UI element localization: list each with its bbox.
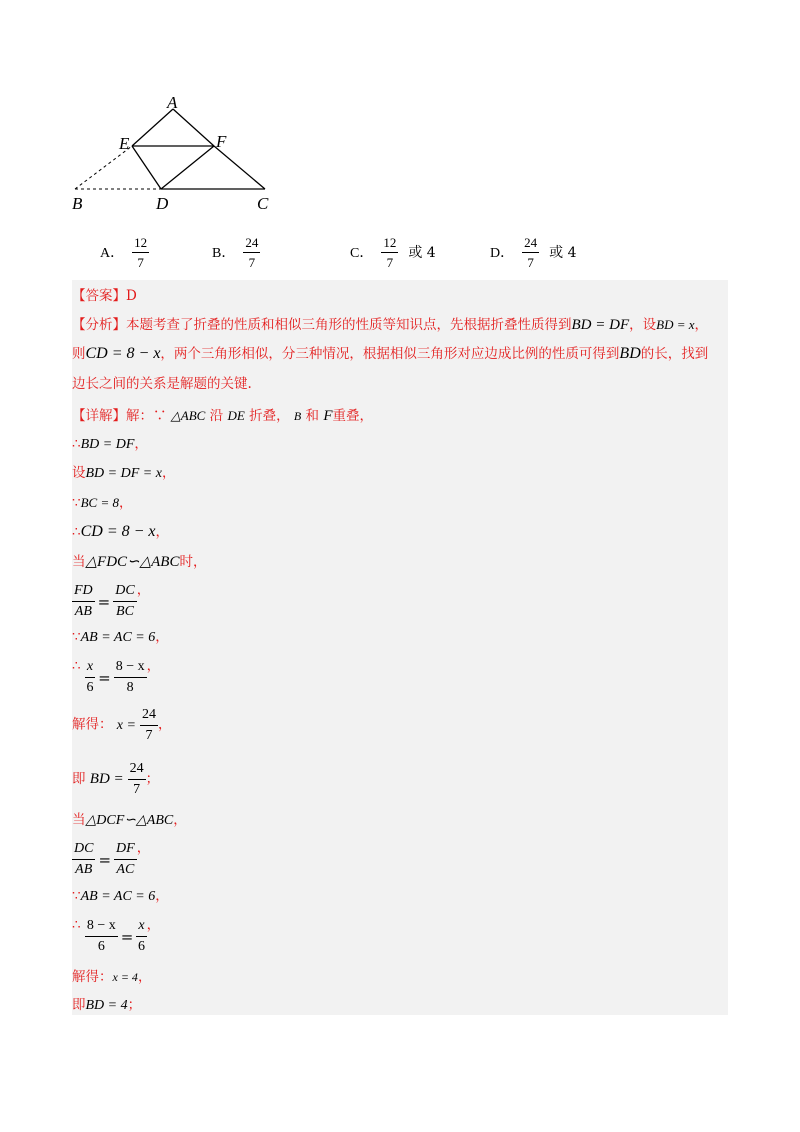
- fraction-numerator: 24: [243, 236, 260, 253]
- detail-text: 重叠，: [332, 408, 373, 424]
- case-2-equation: [72, 913, 160, 954]
- punctuation: ，: [146, 917, 161, 933]
- option-fraction: [381, 236, 398, 269]
- analysis-text: 则: [72, 346, 86, 362]
- math-expr: △DCF∽△ABC: [85, 813, 174, 828]
- because-symbol: ∵: [72, 888, 81, 904]
- because-symbol: ∵: [72, 495, 81, 511]
- solution-expr: [90, 762, 146, 797]
- detail-text: 解：: [126, 408, 153, 424]
- punctuation: ，: [146, 658, 161, 674]
- punctuation: ，: [155, 888, 169, 904]
- proportion-expr: $\frac{8 - x}{6}$ = $\frac{x}{6}$: [86, 918, 145, 954]
- math-expr: DE: [227, 408, 245, 423]
- option-suffix: 或 4: [408, 245, 436, 261]
- case-2-proportion: [72, 836, 150, 877]
- segment-AF: [173, 109, 214, 146]
- fraction-denominator: AB: [75, 862, 93, 877]
- detail-tag: 【详解】: [72, 408, 126, 424]
- step-bc: [72, 491, 132, 511]
- triangle-figure: [60, 88, 290, 218]
- fraction-denominator: AC: [116, 862, 135, 877]
- math-expr: BD = DF: [80, 437, 135, 452]
- because-symbol: ∵: [153, 408, 167, 424]
- option-a[interactable]: [100, 232, 149, 272]
- detail-text: 即: [72, 997, 86, 1013]
- option-fraction: [522, 236, 539, 269]
- fraction-denominator: 7: [133, 782, 141, 797]
- fraction-numerator: 12: [132, 236, 149, 253]
- solution-expr: [117, 708, 158, 743]
- label-B: B: [72, 194, 83, 213]
- case-1-result: [72, 762, 159, 797]
- option-fraction: [132, 236, 149, 269]
- case-1-header: [72, 550, 206, 571]
- fraction-denominator: 6: [137, 939, 145, 954]
- fraction: [114, 660, 147, 695]
- punctuation: ，: [137, 969, 152, 985]
- answer-line: [72, 284, 137, 304]
- step-bd-eq-df: [72, 432, 148, 453]
- fraction-denominator: BC: [116, 604, 134, 619]
- math-expr: BD = 4: [85, 998, 128, 1013]
- fraction-denominator: 7: [527, 254, 534, 270]
- math-expr: CD = 8 − x: [85, 345, 161, 362]
- proportion-expr: $\frac{DC}{AB}$ = $\frac{DF}{AC}$: [74, 841, 135, 877]
- answer-options: [0, 232, 800, 272]
- math-expr: B: [293, 409, 302, 423]
- triangle-diagram: [60, 88, 290, 218]
- fraction-denominator: 7: [145, 728, 153, 743]
- label-F: F: [216, 132, 227, 151]
- fraction-numerator: x: [85, 660, 95, 678]
- punctuation: ，: [136, 840, 151, 856]
- detail-text: 当: [72, 812, 86, 828]
- therefore-symbol: ∴: [72, 658, 81, 674]
- step-cd: [72, 520, 169, 541]
- math-expr: BD = DF = x: [85, 466, 162, 481]
- analysis-line-1: [72, 313, 708, 334]
- option-letter: B．: [212, 246, 236, 261]
- math-expr: BD = DF: [571, 317, 630, 333]
- fraction-numerator: FD: [72, 584, 95, 602]
- detail-text: 解得：: [72, 969, 113, 985]
- punctuation: ，: [118, 495, 133, 511]
- analysis-text: ，: [694, 317, 708, 333]
- punctuation: ，: [161, 465, 176, 481]
- option-b[interactable]: [212, 232, 260, 272]
- punctuation: ，: [134, 436, 148, 452]
- math-expr: F: [323, 408, 333, 424]
- option-letter: D．: [490, 246, 515, 261]
- math-expr: AB = AC = 6: [80, 630, 156, 645]
- fraction-denominator: 7: [248, 254, 256, 270]
- option-letter: C．: [350, 246, 374, 261]
- fraction: [85, 660, 95, 695]
- math-expr: BC = 8: [80, 495, 119, 510]
- case-2-solve: [72, 965, 151, 985]
- fraction-denominator: 8: [126, 680, 134, 695]
- analysis-text: 边长之间的关系是解题的关键.: [72, 376, 252, 392]
- case-1-proportion: [72, 578, 150, 619]
- option-d[interactable]: [490, 232, 576, 272]
- math-expr: BD =: [89, 771, 124, 787]
- analysis-text: 的长，找到: [640, 346, 709, 362]
- segment-FC: [214, 146, 265, 189]
- option-suffix: 或 4: [549, 245, 577, 261]
- proportion-expr: $\frac{x}{6}$ = $\frac{8 - x}{8}$: [86, 659, 145, 695]
- detail-text: 和: [305, 408, 320, 424]
- punctuation: ，: [136, 582, 151, 598]
- fraction-numerator: 12: [381, 236, 398, 253]
- fraction-numerator: 8 − x: [85, 919, 118, 937]
- fraction: [114, 842, 137, 877]
- answer-tag: 【答案】: [72, 288, 126, 304]
- step-let-x: [72, 461, 175, 482]
- fraction-numerator: x: [136, 919, 146, 937]
- fraction: [128, 762, 146, 797]
- fraction-numerator: DC: [72, 842, 95, 860]
- case-1-equation: [72, 654, 160, 695]
- fraction-numerator: DF: [114, 842, 137, 860]
- solution-panel: [72, 280, 728, 1015]
- math-expr: △FDC∽△ABC: [85, 554, 180, 570]
- punctuation: ，: [157, 716, 172, 733]
- because-symbol: ∵: [72, 629, 81, 645]
- fraction: [140, 708, 158, 743]
- option-fraction: [243, 236, 260, 269]
- analysis-line-2: [72, 342, 708, 363]
- fraction-numerator: 8 − x: [114, 660, 147, 678]
- detail-text: 解得：: [72, 716, 113, 733]
- therefore-symbol: ∴: [72, 524, 81, 540]
- case-2-header: [72, 808, 187, 829]
- math-expr: BD: [619, 345, 641, 362]
- analysis-text: ，两个三角形相似，分三种情况，根据相似三角形对应边成比例的性质可得到: [160, 346, 620, 362]
- fraction-denominator: 6: [97, 939, 105, 954]
- math-expr: x = 4: [112, 970, 138, 984]
- detail-text: 即: [72, 771, 86, 787]
- math-expr: CD = 8 − x: [80, 523, 156, 540]
- analysis-text: ，设: [629, 317, 657, 333]
- case-1-ab-ac: [72, 625, 169, 646]
- label-C: C: [257, 194, 269, 213]
- case-2-result: [72, 993, 141, 1014]
- fraction-numerator: 24: [128, 762, 146, 780]
- punctuation: ，: [155, 629, 169, 645]
- fraction-denominator: 7: [386, 254, 394, 270]
- case-1-solve: [72, 708, 171, 743]
- fraction-numerator: DC: [113, 584, 136, 602]
- fraction: [72, 842, 95, 877]
- fraction: [72, 584, 95, 619]
- fraction-denominator: AB: [74, 604, 92, 619]
- detail-text: 折叠，: [249, 408, 290, 424]
- fraction-denominator: 6: [86, 680, 94, 695]
- case-2-ab-ac: [72, 884, 169, 905]
- punctuation: ，: [173, 812, 187, 828]
- detail-text: 沿: [209, 408, 224, 424]
- fraction-denominator: 7: [137, 254, 144, 270]
- punctuation: ；: [127, 997, 142, 1013]
- detail-text: 时，: [179, 554, 207, 570]
- option-c[interactable]: [350, 232, 436, 272]
- punctuation: ，: [155, 524, 170, 540]
- analysis-tag: 【分析】: [72, 317, 126, 333]
- fraction: [113, 584, 136, 619]
- math-expr: △ABC: [170, 408, 206, 423]
- answer-value: D: [126, 288, 137, 304]
- math-expr: AB = AC = 6: [80, 889, 156, 904]
- segment-AE: [132, 109, 173, 146]
- analysis-line-3: [72, 372, 252, 392]
- segment-DF: [161, 146, 214, 189]
- therefore-symbol: ∴: [72, 917, 81, 933]
- analysis-text: 本题考查了折叠的性质和相似三角形的性质等知识点，先根据折叠性质得到: [126, 317, 572, 333]
- segment-ED: [132, 146, 161, 189]
- option-letter: A．: [100, 246, 125, 261]
- fraction: [85, 919, 118, 954]
- punctuation: ；: [145, 771, 160, 787]
- detail-text: 设: [72, 465, 86, 481]
- math-expr: x =: [116, 717, 136, 733]
- label-E: E: [119, 134, 130, 153]
- fraction-numerator: 24: [140, 708, 158, 726]
- detail-line-1: [72, 404, 373, 425]
- label-A: A: [167, 93, 178, 112]
- proportion-expr: $\frac{FD}{AB}$ = $\frac{DC}{BC}$: [74, 583, 135, 619]
- math-expr: BD = x: [656, 317, 695, 332]
- detail-text: 当: [72, 554, 86, 570]
- therefore-symbol: ∴: [72, 436, 81, 452]
- fraction: [136, 919, 146, 954]
- fraction-numerator: 24: [522, 236, 539, 253]
- label-D: D: [156, 194, 169, 213]
